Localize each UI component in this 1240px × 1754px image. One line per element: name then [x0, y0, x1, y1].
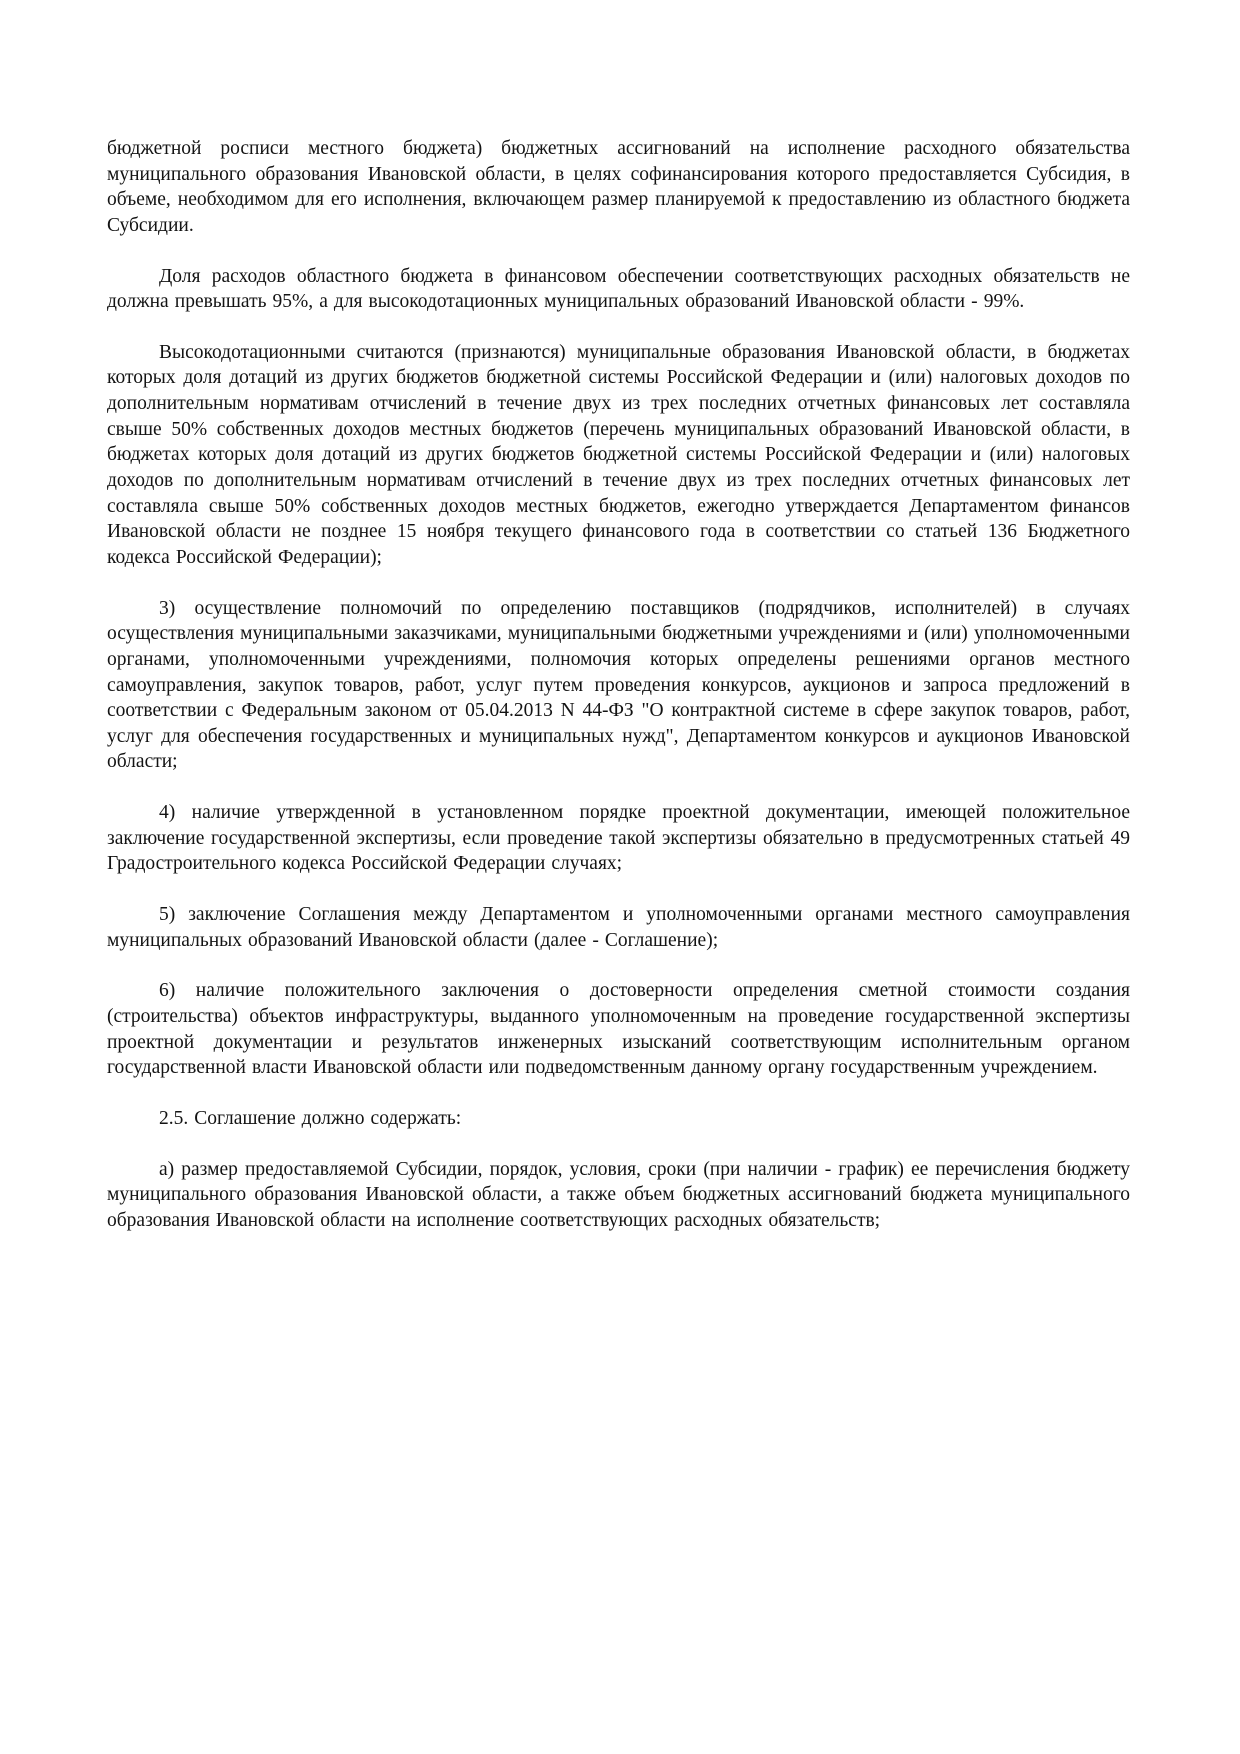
paragraph-item-4-project-documentation: 4) наличие утвержденной в установленном порядке проектной документации, имеющей положительное заключение государственной экспертизы, если проведение такой экспертизы обязательно в предусмотренных статьей 49 Градостроительного кодекса Российской Федерации случаях; — [107, 802, 1130, 875]
paragraph-item-5-agreement-conclusion: 5) заключение Соглашения между Департаментом и уполномоченными органами местного самоуправления муниципальных образований Ивановской области (далее - Соглашение); — [107, 904, 1130, 951]
paragraph-highly-subsidized-definition: Высокодотационными считаются (признаются) муниципальные образования Ивановской области, в бюджетах которых доля дотаций из других бюджетов бюджетной системы Российской Федерации и (или) налоговых доходов по дополнительным нормативам отчислений в течение двух из трех последних отчетных финансовых лет составляла свыше 50% собственных доходов местных бюджетов (перечень муниципальных образований Ивановской области, в бюджетах которых доля дотаций из других бюджетов бюджетной системы Российской Федерации и (или) налоговых доходов по дополнительным нормативам отчислений в течение двух из трех последних отчетных финансовых лет составляла свыше 50% собственных доходов местных бюджетов, ежегодно утверждается Департаментом финансов Ивановской области не позднее 15 ноября текущего финансового года в соответствии со статьей 136 Бюджетного кодекса Российской Федерации); — [107, 341, 1130, 568]
paragraph-item-a-subsidy-size: а) размер предоставляемой Субсидии, порядок, условия, сроки (при наличии - график) ее перечисления бюджету муниципального образования Ивановской области, а также объем бюджетных ассигнований бюджета муниципального образования Ивановской области на исполнение соответствующих расходных обязательств; — [107, 1158, 1130, 1231]
paragraph-item-3-procurement-powers: 3) осуществление полномочий по определению поставщиков (подрядчиков, исполнителей) в случаях осуществления муниципальными заказчиками, муниципальными бюджетными учреждениями и (или) уполномоченными органами, уполномоченными учреждениями, полномочия которых определены решениями органов местного самоуправления, закупок товаров, работ, услуг путем проведения конкурсов, аукционов и запроса предложений в соответствии с Федеральным законом от 05.04.2013 N 44-ФЗ "О контрактной системе в сфере закупок товаров, работ, услуг для обеспечения государственных и муниципальных нужд", Департаментом конкурсов и аукционов Ивановской области; — [107, 597, 1130, 773]
paragraph-continuation-budget-allocations: бюджетной росписи местного бюджета) бюджетных ассигнований на исполнение расходного обязательства муниципального образования Ивановской области, в целях софинансирования которого предоставляется Субсидия, в объеме, необходимом для его исполнения, включающем размер планируемой к предоставлению из областного бюджета Субсидии. — [107, 138, 1130, 236]
paragraph-regional-budget-share: Доля расходов областного бюджета в финансовом обеспечении соответствующих расходных обязательств не должна превышать 95%, а для высокодотационных муниципальных образований Ивановской области - 99%. — [107, 265, 1130, 313]
paragraph-item-6-cost-estimate-conclusion: 6) наличие положительного заключения о достоверности определения сметной стоимости создания (строительства) объектов инфраструктуры, выданного уполномоченным на проведение государственной экспертизы проектной документации и результатов инженерных изысканий соответствующим исполнительным органом государственной власти Ивановской области или подведомственным данному органу государственным учреждением. — [107, 980, 1130, 1079]
paragraph-clause-2-5-heading: 2.5. Соглашение должно содержать: — [159, 1107, 462, 1129]
